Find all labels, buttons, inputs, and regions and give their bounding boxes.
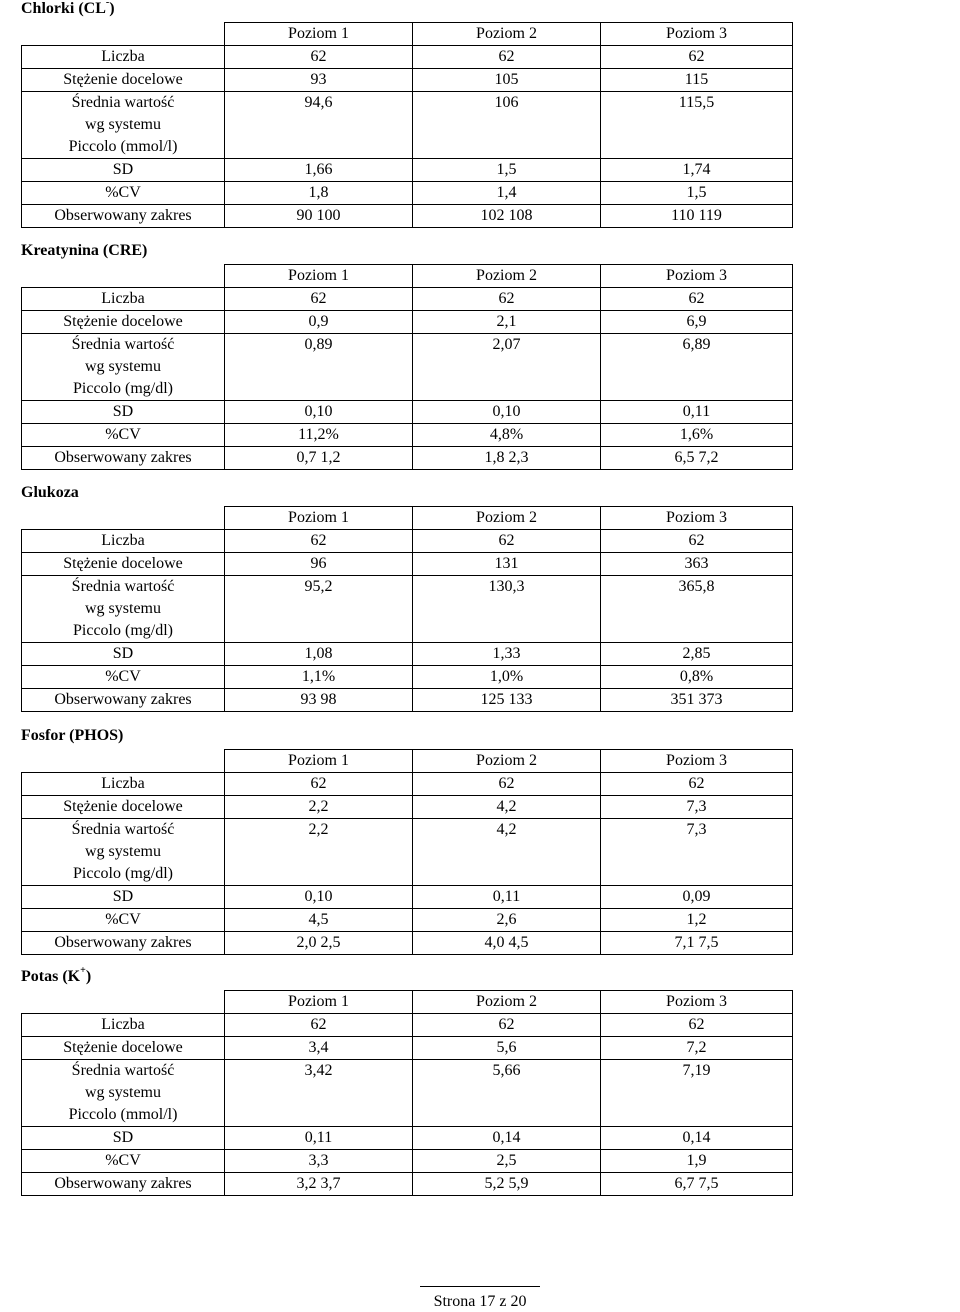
table-row <box>22 909 793 932</box>
value-cell: 3,4 <box>225 1037 413 1060</box>
level-header: Poziom 2 <box>413 750 601 773</box>
value-cell: 95,2 <box>225 576 413 643</box>
row-label-line: Średnia wartość <box>71 1062 175 1079</box>
row-label-line: Piccolo (mg/dl) <box>73 865 173 882</box>
value-cell: 1,5 <box>413 159 601 182</box>
value-cell: 365,8 <box>601 576 793 643</box>
level-header: Poziom 3 <box>601 507 793 530</box>
row-label: Stężenie docelowe <box>22 311 225 334</box>
value-cell: 131 <box>413 553 601 576</box>
value-cell: 1,66 <box>225 159 413 182</box>
row-label: Obserwowany zakres <box>22 1173 225 1196</box>
value-cell: 7,3 <box>601 796 793 819</box>
table-row <box>22 932 793 955</box>
value-cell: 7,1 7,5 <box>601 932 793 955</box>
value-cell: 4,2 <box>413 796 601 819</box>
table-row <box>22 424 793 447</box>
row-label-line: Piccolo (mg/dl) <box>73 380 173 397</box>
table-row <box>22 819 793 886</box>
value-cell: 62 <box>601 288 793 311</box>
row-label-line: wg systemu <box>85 600 161 617</box>
value-cell: 62 <box>413 1014 601 1037</box>
value-cell: 2,6 <box>413 909 601 932</box>
table-row <box>22 666 793 689</box>
value-cell: 6,7 7,5 <box>601 1173 793 1196</box>
value-cell: 102 108 <box>413 205 601 228</box>
row-label-line: Piccolo (mmol/l) <box>68 138 178 155</box>
value-cell: 105 <box>413 69 601 92</box>
table-row <box>22 1127 793 1150</box>
value-cell: 62 <box>225 530 413 553</box>
value-cell: 125 133 <box>413 689 601 712</box>
table-row <box>22 182 793 205</box>
value-cell: 93 98 <box>225 689 413 712</box>
value-cell: 93 <box>225 69 413 92</box>
value-cell: 62 <box>413 530 601 553</box>
table-row <box>22 553 793 576</box>
value-cell: 3,42 <box>225 1060 413 1127</box>
row-label: SD <box>22 886 225 909</box>
value-cell: 6,89 <box>601 334 793 401</box>
value-cell: 1,2 <box>601 909 793 932</box>
value-cell: 7,3 <box>601 819 793 886</box>
analyte-section <box>21 484 793 712</box>
value-cell: 62 <box>413 288 601 311</box>
value-cell: 96 <box>225 553 413 576</box>
row-label <box>22 819 225 886</box>
level-header: Poziom 3 <box>601 23 793 46</box>
value-cell: 351 373 <box>601 689 793 712</box>
row-label <box>22 576 225 643</box>
level-header: Poziom 1 <box>225 265 413 288</box>
table-row <box>22 159 793 182</box>
table-row <box>22 643 793 666</box>
value-cell: 1,4 <box>413 182 601 205</box>
analyte-section <box>21 727 793 955</box>
table-header-row <box>22 23 793 46</box>
value-cell: 0,10 <box>413 401 601 424</box>
row-label <box>22 1060 225 1127</box>
section-title: Potas (K+) <box>21 964 92 985</box>
table-row <box>22 886 793 909</box>
row-label <box>22 334 225 401</box>
row-label-line: wg systemu <box>85 843 161 860</box>
row-label: Liczba <box>22 773 225 796</box>
table-row <box>22 447 793 470</box>
row-label: Stężenie docelowe <box>22 69 225 92</box>
level-header: Poziom 2 <box>413 991 601 1014</box>
level-header: Poziom 2 <box>413 265 601 288</box>
value-cell: 62 <box>601 773 793 796</box>
section-title: Glukoza <box>21 484 79 501</box>
row-label: SD <box>22 1127 225 1150</box>
table-row <box>22 796 793 819</box>
row-label: Stężenie docelowe <box>22 796 225 819</box>
qc-table <box>21 22 793 228</box>
section-title: Kreatynina (CRE) <box>21 242 148 259</box>
row-label: Stężenie docelowe <box>22 553 225 576</box>
value-cell: 1,6% <box>601 424 793 447</box>
value-cell: 5,2 5,9 <box>413 1173 601 1196</box>
value-cell: 2,5 <box>413 1150 601 1173</box>
value-cell: 363 <box>601 553 793 576</box>
value-cell: 2,1 <box>413 311 601 334</box>
table-row <box>22 689 793 712</box>
table-header-row <box>22 507 793 530</box>
value-cell: 7,2 <box>601 1037 793 1060</box>
row-label: Liczba <box>22 1014 225 1037</box>
value-cell: 90 100 <box>225 205 413 228</box>
level-header: Poziom 1 <box>225 991 413 1014</box>
row-label-line: Średnia wartość <box>71 94 175 111</box>
table-row <box>22 205 793 228</box>
value-cell: 62 <box>601 46 793 69</box>
value-cell: 106 <box>413 92 601 159</box>
section-title: Chlorki (CL-) <box>21 0 115 17</box>
value-cell: 130,3 <box>413 576 601 643</box>
value-cell: 0,11 <box>601 401 793 424</box>
value-cell: 4,2 <box>413 819 601 886</box>
table-row <box>22 1173 793 1196</box>
value-cell: 7,19 <box>601 1060 793 1127</box>
value-cell: 62 <box>225 46 413 69</box>
value-cell: 1,8 2,3 <box>413 447 601 470</box>
row-label-line: Średnia wartość <box>71 578 175 595</box>
qc-table <box>21 749 793 955</box>
level-header: Poziom 3 <box>601 750 793 773</box>
value-cell: 0,11 <box>225 1127 413 1150</box>
value-cell: 62 <box>601 530 793 553</box>
table-row <box>22 92 793 159</box>
value-cell: 5,6 <box>413 1037 601 1060</box>
table-header-row <box>22 991 793 1014</box>
level-header: Poziom 3 <box>601 991 793 1014</box>
row-label: Obserwowany zakres <box>22 447 225 470</box>
value-cell: 2,0 2,5 <box>225 932 413 955</box>
table-row <box>22 1150 793 1173</box>
table-row <box>22 1037 793 1060</box>
value-cell: 11,2% <box>225 424 413 447</box>
row-label: Obserwowany zakres <box>22 932 225 955</box>
value-cell: 0,11 <box>413 886 601 909</box>
qc-table <box>21 990 793 1196</box>
row-label: Liczba <box>22 46 225 69</box>
row-label: Liczba <box>22 288 225 311</box>
row-label: SD <box>22 401 225 424</box>
row-label: %CV <box>22 424 225 447</box>
row-label: Obserwowany zakres <box>22 689 225 712</box>
row-label-line: wg systemu <box>85 116 161 133</box>
table-row <box>22 401 793 424</box>
qc-table <box>21 264 793 470</box>
value-cell: 62 <box>225 1014 413 1037</box>
value-cell: 0,14 <box>601 1127 793 1150</box>
value-cell: 0,7 1,2 <box>225 447 413 470</box>
value-cell: 2,2 <box>225 796 413 819</box>
table-row <box>22 773 793 796</box>
table-row <box>22 1060 793 1127</box>
value-cell: 0,10 <box>225 401 413 424</box>
table-row <box>22 530 793 553</box>
analyte-section <box>21 0 793 228</box>
table-row <box>22 69 793 92</box>
row-label-line: Piccolo (mmol/l) <box>68 1106 178 1123</box>
level-header: Poziom 1 <box>225 750 413 773</box>
value-cell: 1,5 <box>601 182 793 205</box>
value-cell: 62 <box>601 1014 793 1037</box>
value-cell: 5,66 <box>413 1060 601 1127</box>
header-blank-cell <box>22 750 225 773</box>
value-cell: 1,33 <box>413 643 601 666</box>
level-header: Poziom 3 <box>601 265 793 288</box>
value-cell: 1,1% <box>225 666 413 689</box>
value-cell: 115 <box>601 69 793 92</box>
value-cell: 1,08 <box>225 643 413 666</box>
value-cell: 2,85 <box>601 643 793 666</box>
value-cell: 2,2 <box>225 819 413 886</box>
value-cell: 1,74 <box>601 159 793 182</box>
section-title: Fosfor (PHOS) <box>21 727 124 744</box>
header-blank-cell <box>22 265 225 288</box>
row-label: %CV <box>22 909 225 932</box>
row-label: %CV <box>22 666 225 689</box>
value-cell: 4,0 4,5 <box>413 932 601 955</box>
header-blank-cell <box>22 991 225 1014</box>
value-cell: 4,5 <box>225 909 413 932</box>
value-cell: 62 <box>225 773 413 796</box>
row-label-line: Piccolo (mg/dl) <box>73 622 173 639</box>
value-cell: 0,09 <box>601 886 793 909</box>
header-blank-cell <box>22 23 225 46</box>
row-label: %CV <box>22 182 225 205</box>
value-cell: 110 119 <box>601 205 793 228</box>
value-cell: 1,0% <box>413 666 601 689</box>
value-cell: 0,14 <box>413 1127 601 1150</box>
row-label: Obserwowany zakres <box>22 205 225 228</box>
value-cell: 1,9 <box>601 1150 793 1173</box>
row-label: SD <box>22 643 225 666</box>
table-header-row <box>22 750 793 773</box>
header-blank-cell <box>22 507 225 530</box>
level-header: Poziom 1 <box>225 23 413 46</box>
value-cell: 62 <box>413 46 601 69</box>
row-label: Stężenie docelowe <box>22 1037 225 1060</box>
value-cell: 115,5 <box>601 92 793 159</box>
value-cell: 0,10 <box>225 886 413 909</box>
row-label: SD <box>22 159 225 182</box>
table-row <box>22 46 793 69</box>
analyte-section <box>21 964 793 1196</box>
row-label-line: Średnia wartość <box>71 821 175 838</box>
level-header: Poziom 1 <box>225 507 413 530</box>
qc-table <box>21 506 793 712</box>
value-cell: 0,8% <box>601 666 793 689</box>
value-cell: 6,9 <box>601 311 793 334</box>
value-cell: 94,6 <box>225 92 413 159</box>
value-cell: 62 <box>413 773 601 796</box>
value-cell: 3,2 3,7 <box>225 1173 413 1196</box>
table-row <box>22 334 793 401</box>
page-number: Strona 17 z 20 <box>433 1293 527 1310</box>
value-cell: 62 <box>225 288 413 311</box>
level-header: Poziom 2 <box>413 507 601 530</box>
table-row <box>22 288 793 311</box>
value-cell: 0,9 <box>225 311 413 334</box>
value-cell: 3,3 <box>225 1150 413 1173</box>
row-label <box>22 92 225 159</box>
table-header-row <box>22 265 793 288</box>
row-label: Liczba <box>22 530 225 553</box>
row-label-line: Średnia wartość <box>71 336 175 353</box>
value-cell: 0,89 <box>225 334 413 401</box>
row-label-line: wg systemu <box>85 358 161 375</box>
analyte-section <box>21 242 793 470</box>
value-cell: 1,8 <box>225 182 413 205</box>
footer-rule <box>420 1286 540 1287</box>
table-row <box>22 1014 793 1037</box>
row-label: %CV <box>22 1150 225 1173</box>
level-header: Poziom 2 <box>413 23 601 46</box>
row-label-line: wg systemu <box>85 1084 161 1101</box>
value-cell: 4,8% <box>413 424 601 447</box>
value-cell: 2,07 <box>413 334 601 401</box>
table-row <box>22 311 793 334</box>
table-row <box>22 576 793 643</box>
value-cell: 6,5 7,2 <box>601 447 793 470</box>
